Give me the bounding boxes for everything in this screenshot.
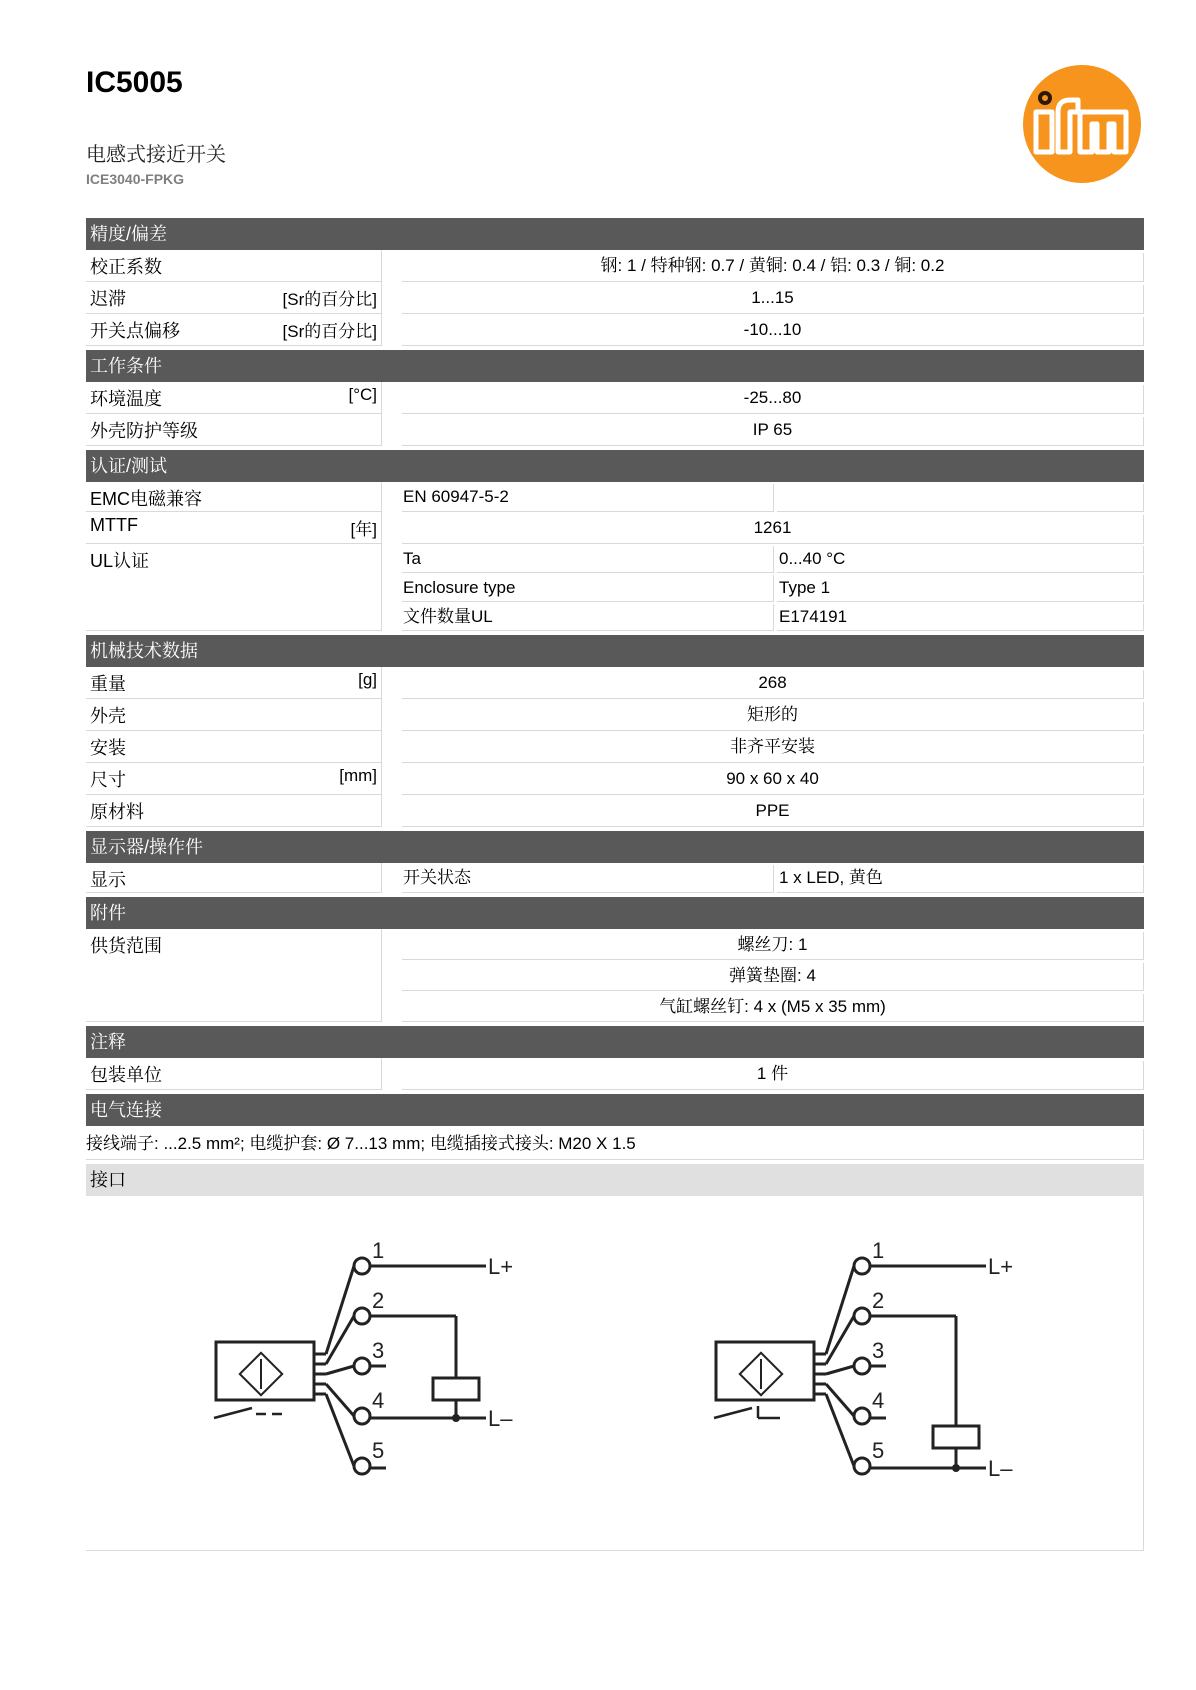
ul-value: E174191 [777, 604, 1144, 631]
wiring-diagram-1 [214, 1258, 486, 1474]
row-label: MTTF [年] [86, 512, 382, 544]
table-row [86, 382, 1144, 414]
display-key: 开关状态 [402, 865, 774, 893]
table-row [86, 482, 1144, 512]
section-accessories-header: 附件 [86, 897, 1144, 929]
table-row [86, 512, 1144, 544]
plus-label: L+ [988, 1254, 1014, 1279]
row-label: 包装单位 [86, 1058, 382, 1090]
wiring-diagrams [86, 1196, 1144, 1551]
row-label: 外壳 [86, 699, 382, 731]
table-row [86, 667, 1144, 699]
table-row [86, 314, 1144, 346]
row-value: 90 x 60 x 40 [402, 766, 1144, 795]
row-value: 1...15 [402, 285, 1144, 314]
section-electrical-header: 电气连接 [86, 1094, 1144, 1126]
interface-header: 接口 [86, 1164, 1144, 1196]
ul-key: Enclosure type [402, 575, 774, 602]
scope-item: 弹簧垫圈: 4 [402, 963, 1144, 991]
row-value: -25...80 [402, 385, 1144, 414]
row-value: 非齐平安装 [402, 734, 1144, 763]
row-value: IP 65 [402, 417, 1144, 446]
display-value: 1 x LED, 黄色 [777, 865, 1144, 893]
row-label: 环境温度 [°C] [86, 382, 382, 414]
section-accuracy-header: 精度/偏差 [86, 218, 1144, 250]
plus-label: L+ [488, 1254, 514, 1279]
wiring-diagram-2 [714, 1258, 986, 1474]
row-label: 显示 [86, 863, 382, 893]
section-display-header: 显示器/操作件 [86, 831, 1144, 863]
terminal-label: 3 [872, 1338, 885, 1363]
product-subtitle: 电感式接近开关 [86, 144, 226, 166]
row-label: 尺寸 [mm] [86, 763, 382, 795]
table-row [86, 544, 1144, 631]
terminal-label: 3 [372, 1338, 385, 1363]
table-row [86, 250, 1144, 282]
table-row [86, 1058, 1144, 1090]
product-title: IC5005 [86, 66, 183, 99]
connection-text: 接线端子: ...2.5 mm²; 电缆护套: Ø 7...13 mm; 电缆插接式接头: M20 X 1.5 [86, 1129, 1144, 1160]
terminal-label: 4 [372, 1388, 385, 1413]
terminal-label: 5 [372, 1438, 385, 1463]
table-row [86, 731, 1144, 763]
section-notes-header: 注释 [86, 1026, 1144, 1058]
minus-label: L– [988, 1456, 1013, 1481]
row-value: PPE [402, 798, 1144, 827]
table-row [86, 763, 1144, 795]
row-label: 迟滞 [Sr的百分比] [86, 282, 382, 314]
row-label: 安装 [86, 731, 382, 763]
section-mechanical-header: 机械技术数据 [86, 635, 1144, 667]
section-operating-header: 工作条件 [86, 350, 1144, 382]
table-row [86, 929, 1144, 1022]
row-value: 矩形的 [402, 702, 1144, 731]
row-value: 1 件 [402, 1061, 1144, 1090]
ifm-logo [1022, 64, 1142, 184]
terminal-label: 2 [372, 1288, 385, 1313]
row-value: 268 [402, 670, 1144, 699]
row-label: 供货范围 [86, 929, 382, 1022]
row-value: EN 60947-5-2 [402, 484, 774, 512]
ul-key: Ta [402, 546, 774, 573]
minus-label: L– [488, 1406, 513, 1431]
row-value: 1261 [402, 515, 1144, 544]
row-label: 外壳防护等级 [86, 414, 382, 446]
row-label: 校正系数 [86, 250, 382, 282]
terminal-label: 5 [872, 1438, 885, 1463]
table-row [86, 795, 1144, 827]
terminal-label: 1 [872, 1238, 885, 1263]
table-row [86, 282, 1144, 314]
row-label: 原材料 [86, 795, 382, 827]
row-label: EMC电磁兼容 [86, 482, 382, 512]
table-row [86, 699, 1144, 731]
section-approvals-header: 认证/测试 [86, 450, 1144, 482]
datasheet [86, 218, 1144, 1551]
terminal-label: 2 [872, 1288, 885, 1313]
terminal-label: 4 [872, 1388, 885, 1413]
scope-item: 螺丝刀: 1 [402, 932, 1144, 960]
row-label: 重量 [g] [86, 667, 382, 699]
row-value: 钢: 1 / 特种钢: 0.7 / 黄铜: 0.4 / 铝: 0.3 / 铜: 0.2 [402, 253, 1144, 282]
product-code: ICE3040-FPKG [86, 171, 185, 187]
row-value: -10...10 [402, 317, 1144, 346]
table-row [86, 863, 1144, 893]
row-value-empty [777, 484, 1144, 512]
row-label: UL认证 [86, 544, 382, 631]
terminal-label: 1 [372, 1238, 385, 1263]
row-label: 开关点偏移 [Sr的百分比] [86, 314, 382, 346]
ul-key: 文件数量UL [402, 604, 774, 631]
ul-value: 0...40 °C [777, 546, 1144, 573]
ul-value: Type 1 [777, 575, 1144, 602]
scope-item: 气缸螺丝钉: 4 x (M5 x 35 mm) [402, 994, 1144, 1022]
table-row [86, 414, 1144, 446]
